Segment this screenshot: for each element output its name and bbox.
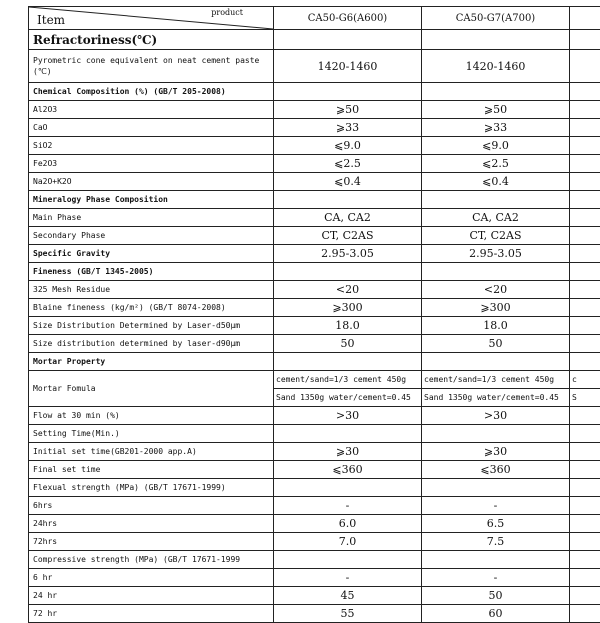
value-g6: CA, CA2 bbox=[274, 209, 422, 227]
value-g6: - bbox=[274, 497, 422, 515]
table-row bbox=[29, 353, 600, 371]
value-cut bbox=[570, 155, 600, 173]
row-label: Mineralogy Phase Composition bbox=[29, 191, 274, 209]
spec-table bbox=[28, 6, 600, 623]
row-label: SiO2 bbox=[29, 137, 274, 155]
table-row bbox=[29, 137, 600, 155]
value-g6 bbox=[274, 83, 422, 101]
item-label: Item bbox=[37, 13, 65, 27]
value-g6: 1420-1460 bbox=[274, 50, 422, 83]
value-cut bbox=[570, 50, 600, 83]
value-g7: 50 bbox=[422, 335, 570, 353]
table-row bbox=[29, 209, 600, 227]
column-header-cut bbox=[570, 7, 600, 30]
value-g7 bbox=[422, 479, 570, 497]
value-cut bbox=[570, 425, 600, 443]
value-cut bbox=[570, 587, 600, 605]
value-g6 bbox=[274, 479, 422, 497]
mortar-cut-line2: S bbox=[570, 389, 600, 407]
table-row bbox=[29, 605, 600, 623]
value-g7 bbox=[422, 425, 570, 443]
row-label: CaO bbox=[29, 119, 274, 137]
value-g6: - bbox=[274, 569, 422, 587]
value-g7: - bbox=[422, 569, 570, 587]
table-row bbox=[29, 533, 600, 551]
value-g6: ⩾30 bbox=[274, 443, 422, 461]
row-label: Pyrometric cone equivalent on neat cement paste (℃) bbox=[29, 50, 274, 83]
value-g7: 50 bbox=[422, 587, 570, 605]
value-g6 bbox=[274, 30, 422, 50]
value-g7 bbox=[422, 191, 570, 209]
row-label: 72hrs bbox=[29, 533, 274, 551]
table-row bbox=[29, 119, 600, 137]
value-g7: CT, C2AS bbox=[422, 227, 570, 245]
value-cut bbox=[570, 137, 600, 155]
row-label: Refractoriness(℃) bbox=[29, 30, 274, 50]
value-cut bbox=[570, 551, 600, 569]
table-row bbox=[29, 569, 600, 587]
row-label: 24 hr bbox=[29, 587, 274, 605]
value-g7: ⩽9.0 bbox=[422, 137, 570, 155]
value-g6: ⩾33 bbox=[274, 119, 422, 137]
value-g6: ⩽2.5 bbox=[274, 155, 422, 173]
value-cut bbox=[570, 353, 600, 371]
row-label: Mortar Property bbox=[29, 353, 274, 371]
value-g7: CA, CA2 bbox=[422, 209, 570, 227]
value-g7: ⩽0.4 bbox=[422, 173, 570, 191]
value-g6: 55 bbox=[274, 605, 422, 623]
value-cut bbox=[570, 119, 600, 137]
value-g6 bbox=[274, 191, 422, 209]
table-row bbox=[29, 281, 600, 299]
value-cut bbox=[570, 515, 600, 533]
value-cut bbox=[570, 209, 600, 227]
value-g7: ⩾300 bbox=[422, 299, 570, 317]
table-row bbox=[29, 299, 600, 317]
value-g7: ⩾50 bbox=[422, 101, 570, 119]
value-g7 bbox=[422, 263, 570, 281]
row-label: 6hrs bbox=[29, 497, 274, 515]
mortar-row-1 bbox=[29, 371, 600, 389]
mortar-g6-line1: cement/sand=1/3 cement 450g bbox=[274, 371, 422, 389]
value-cut bbox=[570, 281, 600, 299]
value-g6 bbox=[274, 551, 422, 569]
table-row bbox=[29, 335, 600, 353]
value-cut bbox=[570, 461, 600, 479]
value-cut bbox=[570, 443, 600, 461]
value-cut bbox=[570, 407, 600, 425]
mortar-cut-line1: c bbox=[570, 371, 600, 389]
row-label: Flow at 30 min (%) bbox=[29, 407, 274, 425]
row-label: Main Phase bbox=[29, 209, 274, 227]
value-g7: ⩾30 bbox=[422, 443, 570, 461]
row-label: 24hrs bbox=[29, 515, 274, 533]
value-g6: ⩾50 bbox=[274, 101, 422, 119]
value-g6: 45 bbox=[274, 587, 422, 605]
row-label: 6 hr bbox=[29, 569, 274, 587]
value-g6: 50 bbox=[274, 335, 422, 353]
value-cut bbox=[570, 317, 600, 335]
table-row bbox=[29, 479, 600, 497]
value-g6: ⩾300 bbox=[274, 299, 422, 317]
row-label: Compressive strength (MPa) (GB/T 17671-1999 bbox=[29, 551, 274, 569]
row-label: Size Distribution Determined by Laser-d50μm bbox=[29, 317, 274, 335]
value-g7 bbox=[422, 551, 570, 569]
value-g7: 1420-1460 bbox=[422, 50, 570, 83]
table-row bbox=[29, 245, 600, 263]
value-g6 bbox=[274, 425, 422, 443]
mortar-g6-line2: Sand 1350g water/cement=0.45 bbox=[274, 389, 422, 407]
header-row bbox=[29, 7, 600, 30]
row-label: Secondary Phase bbox=[29, 227, 274, 245]
value-g7: ⩽2.5 bbox=[422, 155, 570, 173]
value-g7: >30 bbox=[422, 407, 570, 425]
value-cut bbox=[570, 173, 600, 191]
column-header-g7: CA50-G7(A700) bbox=[422, 7, 570, 30]
value-g6: 7.0 bbox=[274, 533, 422, 551]
table-row bbox=[29, 83, 600, 101]
column-header-g6: CA50-G6(A600) bbox=[274, 7, 422, 30]
value-g6 bbox=[274, 263, 422, 281]
value-cut bbox=[570, 497, 600, 515]
value-g7 bbox=[422, 353, 570, 371]
value-cut bbox=[570, 533, 600, 551]
value-g7: ⩽360 bbox=[422, 461, 570, 479]
value-cut bbox=[570, 263, 600, 281]
value-cut bbox=[570, 227, 600, 245]
value-cut bbox=[570, 83, 600, 101]
mortar-label: Mortar Fomula bbox=[29, 371, 274, 407]
table-row bbox=[29, 263, 600, 281]
value-g7: <20 bbox=[422, 281, 570, 299]
value-g7: 18.0 bbox=[422, 317, 570, 335]
row-label: Specific Gravity bbox=[29, 245, 274, 263]
value-g7: 7.5 bbox=[422, 533, 570, 551]
table-row bbox=[29, 425, 600, 443]
value-g7: 6.5 bbox=[422, 515, 570, 533]
value-g7: - bbox=[422, 497, 570, 515]
table-row bbox=[29, 587, 600, 605]
row-label: Fe2O3 bbox=[29, 155, 274, 173]
value-cut bbox=[570, 479, 600, 497]
table-row bbox=[29, 30, 600, 50]
table-row bbox=[29, 443, 600, 461]
value-cut bbox=[570, 245, 600, 263]
table-row bbox=[29, 155, 600, 173]
row-label: Size distribution determined by laser-d90μm bbox=[29, 335, 274, 353]
value-g7 bbox=[422, 30, 570, 50]
table-row bbox=[29, 101, 600, 119]
value-g6: 2.95-3.05 bbox=[274, 245, 422, 263]
table-row bbox=[29, 227, 600, 245]
row-label: Setting Time(Min.) bbox=[29, 425, 274, 443]
value-cut bbox=[570, 30, 600, 50]
value-g7: 60 bbox=[422, 605, 570, 623]
spec-sheet bbox=[28, 6, 600, 623]
table-row bbox=[29, 497, 600, 515]
table-row bbox=[29, 191, 600, 209]
value-cut bbox=[570, 191, 600, 209]
row-label: Na2O+K2O bbox=[29, 173, 274, 191]
value-g6: ⩽0.4 bbox=[274, 173, 422, 191]
value-cut bbox=[570, 299, 600, 317]
value-g7 bbox=[422, 83, 570, 101]
row-label: 325 Mesh Residue bbox=[29, 281, 274, 299]
spec-table-body bbox=[29, 7, 600, 623]
table-row bbox=[29, 515, 600, 533]
table-row bbox=[29, 50, 600, 83]
value-g7: ⩾33 bbox=[422, 119, 570, 137]
value-cut bbox=[570, 335, 600, 353]
value-g6: ⩽9.0 bbox=[274, 137, 422, 155]
value-g6: CT, C2AS bbox=[274, 227, 422, 245]
row-label: Final set time bbox=[29, 461, 274, 479]
value-cut bbox=[570, 605, 600, 623]
row-label: Flexual strength (MPa) (GB/T 17671-1999) bbox=[29, 479, 274, 497]
row-label: Al2O3 bbox=[29, 101, 274, 119]
table-row bbox=[29, 551, 600, 569]
table-row bbox=[29, 317, 600, 335]
value-g6 bbox=[274, 353, 422, 371]
header-item-cell bbox=[29, 7, 274, 30]
table-row bbox=[29, 461, 600, 479]
mortar-g7-line2: Sand 1350g water/cement=0.45 bbox=[422, 389, 570, 407]
row-label: Fineness (GB/T 1345-2005) bbox=[29, 263, 274, 281]
value-g6: <20 bbox=[274, 281, 422, 299]
row-label: Initial set time(GB201-2000 app.A) bbox=[29, 443, 274, 461]
value-cut bbox=[570, 101, 600, 119]
value-g7: 2.95-3.05 bbox=[422, 245, 570, 263]
value-g6: 6.0 bbox=[274, 515, 422, 533]
row-label: Chemical Composition (%) (GB/T 205-2008) bbox=[29, 83, 274, 101]
table-row bbox=[29, 173, 600, 191]
value-g6: ⩽360 bbox=[274, 461, 422, 479]
row-label: 72 hr bbox=[29, 605, 274, 623]
value-g6: 18.0 bbox=[274, 317, 422, 335]
value-g6: >30 bbox=[274, 407, 422, 425]
mortar-g7-line1: cement/sand=1/3 cement 450g bbox=[422, 371, 570, 389]
value-cut bbox=[570, 569, 600, 587]
row-label: Blaine fineness (kg/m²) (GB/T 8074-2008) bbox=[29, 299, 274, 317]
product-label: product bbox=[211, 8, 243, 17]
table-row bbox=[29, 407, 600, 425]
